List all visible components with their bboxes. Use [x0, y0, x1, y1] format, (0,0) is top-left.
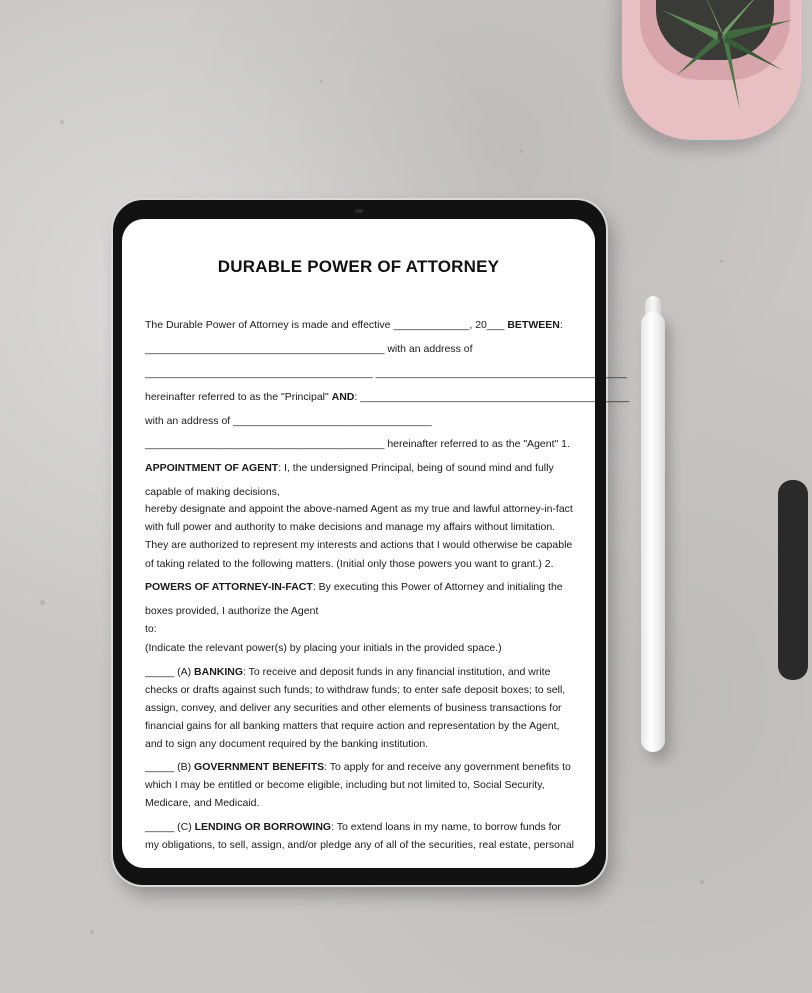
doc-line: my obligations, to sell, assign, and/or pledge any of all of the securities, real estate, personal: [145, 839, 574, 851]
doc-line: (Indicate the relevant power(s) by placing your initials in the provided space.): [145, 642, 502, 654]
doc-line: POWERS OF ATTORNEY-IN-FACT: By executing this Power of Attorney and initialing the: [145, 581, 563, 593]
doc-line: with full power and authority to make decisions and manage my affairs without limitation.: [145, 521, 556, 533]
camera-icon: [355, 209, 363, 213]
doc-line: with an address of __________________________________: [145, 415, 432, 427]
doc-line: boxes provided, I authorize the Agent: [145, 605, 319, 617]
document-screen[interactable]: [122, 219, 629, 868]
doc-line: hereby designate and appoint the above-named Agent as my true and lawful attorney-in-fact: [145, 503, 573, 515]
doc-line: _________________________________________ with an address of: [145, 343, 473, 355]
succulent-leaves-icon: [622, 0, 812, 145]
doc-line: assign, convey, and deliver any securities and other elements of business transactions for: [145, 702, 562, 714]
doc-line: hereinafter referred to as the "Principal" AND: ______________________________________________: [145, 391, 629, 403]
doc-line: checks or drafts against such funds; to withdraw funds; to enter safe deposit boxes; to sell,: [145, 684, 566, 696]
doc-line: financial gains for all banking matters that require action and representation by the Agent,: [145, 720, 560, 732]
doc-line: _________________________________________ hereinafter referred to as the "Agent" 1.: [145, 438, 570, 450]
doc-line: which I may be entitled or become eligible, including but not limited to, Social Security,: [145, 779, 545, 791]
page-title: DURABLE POWER OF ATTORNEY: [217, 257, 500, 276]
doc-line: and to sign any document required by the banking institution.: [145, 738, 429, 750]
potted-succulent: [622, 0, 812, 145]
doc-line: Medicare, and Medicaid.: [145, 797, 260, 809]
doc-line: They are authorized to represent my interests and actions that I would otherwise be capable: [145, 539, 573, 551]
doc-line: _____ (B) GOVERNMENT BENEFITS: To apply for and receive any government benefits to: [145, 761, 571, 773]
doc-line: to:: [145, 623, 157, 635]
doc-line: _______________________________________ ___________________________________________: [145, 367, 627, 379]
doc-line: The Durable Power of Attorney is made and effective _____________, 20___ BETWEEN:: [145, 319, 563, 331]
stylus-pencil: [641, 312, 691, 752]
doc-line: _____ (A) BANKING: To receive and deposit funds in any financial institution, and write: [145, 666, 551, 678]
doc-line: capable of making decisions,: [145, 486, 280, 498]
doc-line: of taking related to the following matters. (Initial only those powers you want to grant.) 2.: [145, 558, 554, 570]
doc-line: _____ (C) LENDING OR BORROWING: To extend loans in my name, to borrow funds for: [145, 821, 561, 833]
tablet-device: [113, 200, 629, 885]
doc-line: APPOINTMENT OF AGENT: I, the undersigned Principal, being of sound mind and fully: [145, 462, 554, 474]
edge-device: [778, 480, 808, 680]
